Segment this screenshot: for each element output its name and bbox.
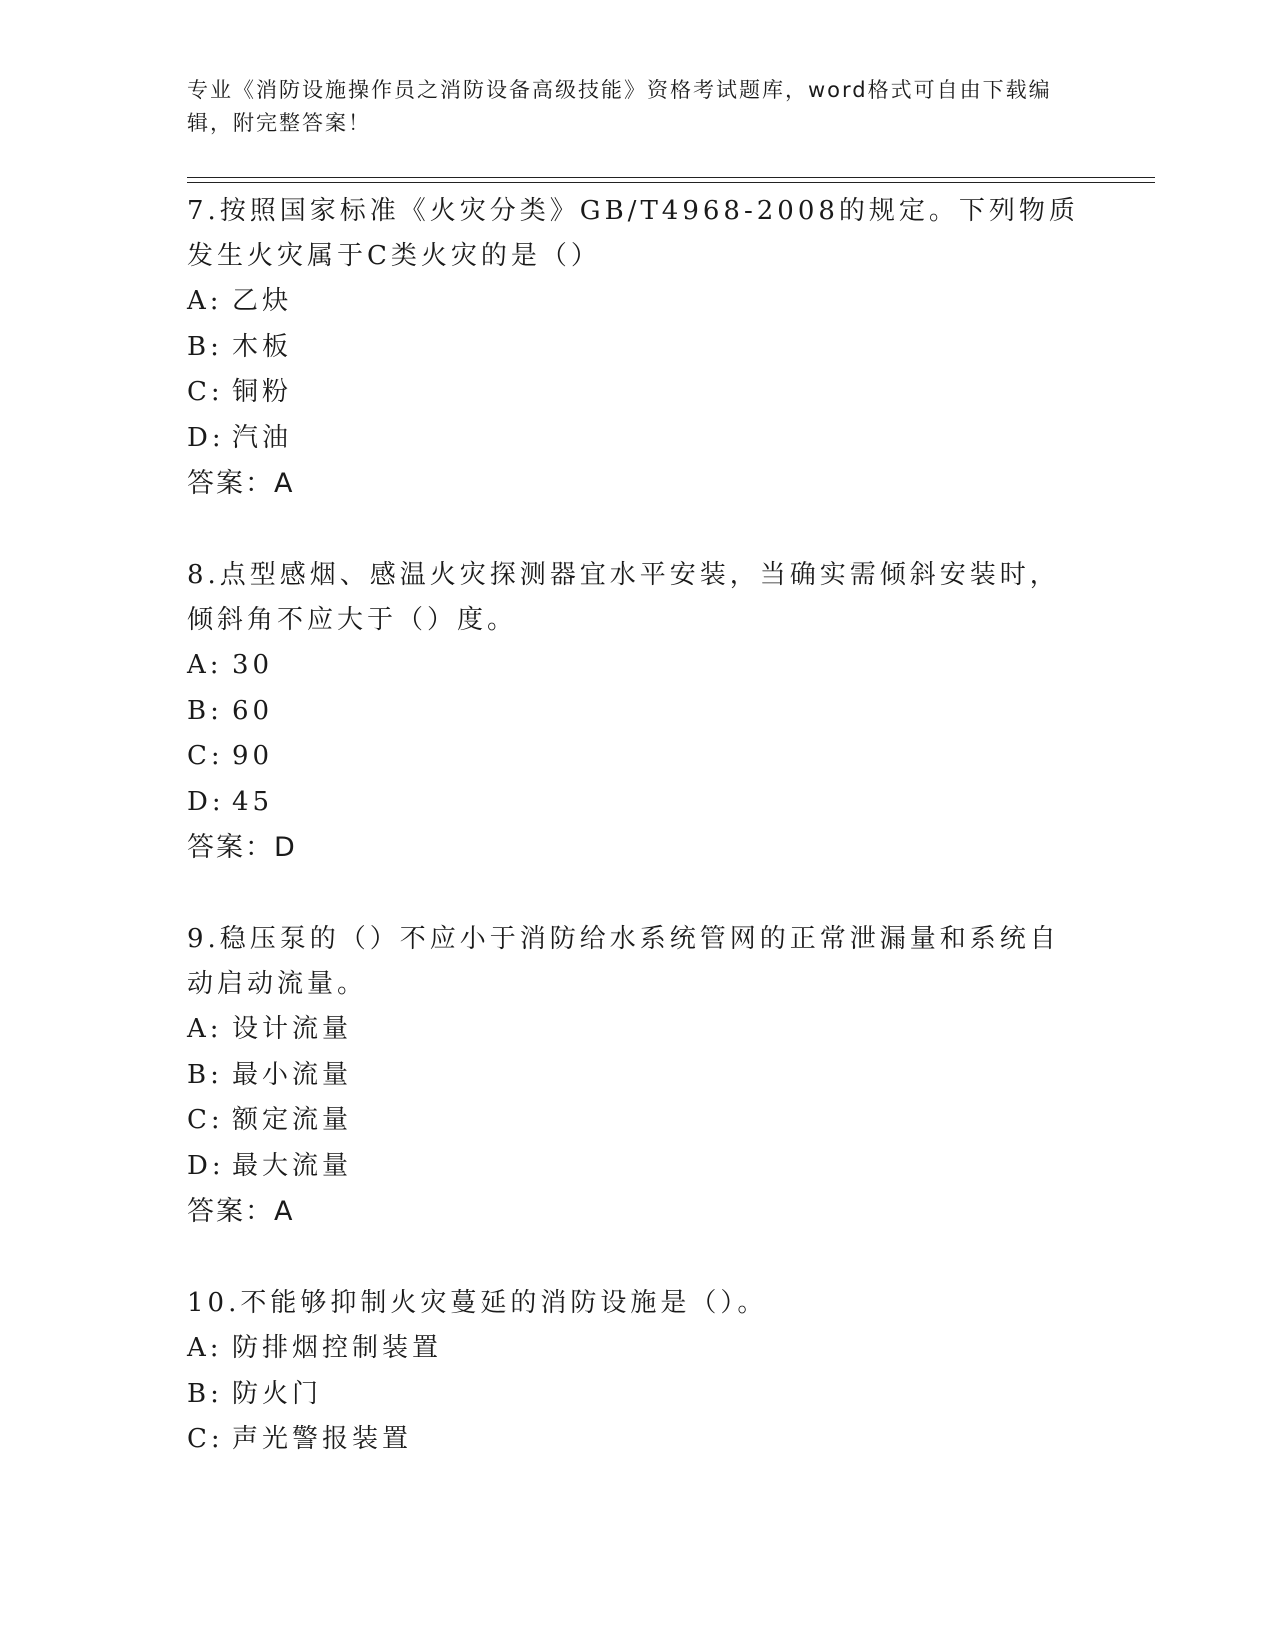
option-d — [187, 1144, 1087, 1190]
option-key: A: — [187, 650, 223, 680]
option-key: A: — [187, 286, 223, 316]
option-key: D: — [187, 786, 225, 817]
option-value: 声光警报装置 — [232, 1424, 413, 1454]
question-item — [187, 553, 1087, 871]
question-text: 8.点型感烟、感温火灾探测器宜水平安装，当确实需倾斜安装时，倾斜角不应大于（）度。 — [187, 560, 1060, 635]
option-c — [187, 1417, 1087, 1463]
header-divider-top — [187, 177, 1155, 178]
option-value: 木板 — [232, 331, 293, 362]
option-b — [187, 689, 1087, 735]
option-a — [187, 643, 1087, 689]
option-value: 90 — [232, 741, 274, 771]
option-value: 最小流量 — [232, 1059, 353, 1090]
answer-text: 答案：D — [187, 832, 297, 863]
option-value: 60 — [232, 695, 274, 726]
option-b — [187, 1053, 1087, 1099]
option-c — [187, 1098, 1087, 1144]
question-text: 7.按照国家标准《火灾分类》GB/T4968-2008的规定。下列物质发生火灾属于C类火灾的是（） — [187, 196, 1079, 271]
question-list — [187, 189, 1087, 1509]
option-key: B: — [187, 1059, 223, 1090]
option-key: B: — [187, 331, 223, 362]
option-key: B: — [187, 1378, 223, 1409]
document-intro: 专业《消防设施操作员之消防设备高级技能》资格考试题库，word格式可自由下载编辑，附完整答案！ — [187, 78, 1052, 135]
option-value: 防排烟控制装置 — [232, 1333, 443, 1363]
option-key: A: — [187, 1333, 223, 1363]
option-value: 铜粉 — [232, 377, 293, 407]
option-value: 最大流量 — [232, 1150, 353, 1181]
option-b — [187, 1372, 1087, 1418]
option-key: D: — [187, 1150, 225, 1181]
option-value: 45 — [232, 786, 274, 817]
option-a — [187, 279, 1087, 325]
option-value: 设计流量 — [232, 1014, 353, 1044]
option-key: D: — [187, 422, 225, 453]
option-d — [187, 416, 1087, 462]
question-item — [187, 917, 1087, 1235]
option-d — [187, 780, 1087, 826]
answer-text: 答案：A — [187, 468, 295, 499]
option-value: 汽油 — [232, 422, 293, 453]
option-key: B: — [187, 695, 223, 726]
option-key: C: — [187, 1105, 224, 1135]
option-value: 额定流量 — [232, 1105, 353, 1135]
question-text: 10.不能够抑制火灾蔓延的消防设施是（）。 — [187, 1288, 768, 1318]
option-value: 乙炔 — [232, 286, 293, 316]
question-item — [187, 1281, 1087, 1463]
question-item — [187, 189, 1087, 507]
option-value: 防火门 — [232, 1378, 323, 1409]
header-divider-bottom — [187, 182, 1155, 183]
option-value: 30 — [232, 650, 274, 680]
option-a — [187, 1007, 1087, 1053]
option-b — [187, 325, 1087, 371]
option-key: C: — [187, 1424, 224, 1454]
option-c — [187, 370, 1087, 416]
option-key: C: — [187, 377, 224, 407]
option-c — [187, 734, 1087, 780]
option-a — [187, 1326, 1087, 1372]
option-key: A: — [187, 1014, 223, 1044]
question-text: 9.稳压泵的（）不应小于消防给水系统管网的正常泄漏量和系统自动启动流量。 — [187, 924, 1060, 999]
option-key: C: — [187, 741, 224, 771]
answer-text: 答案：A — [187, 1196, 295, 1227]
